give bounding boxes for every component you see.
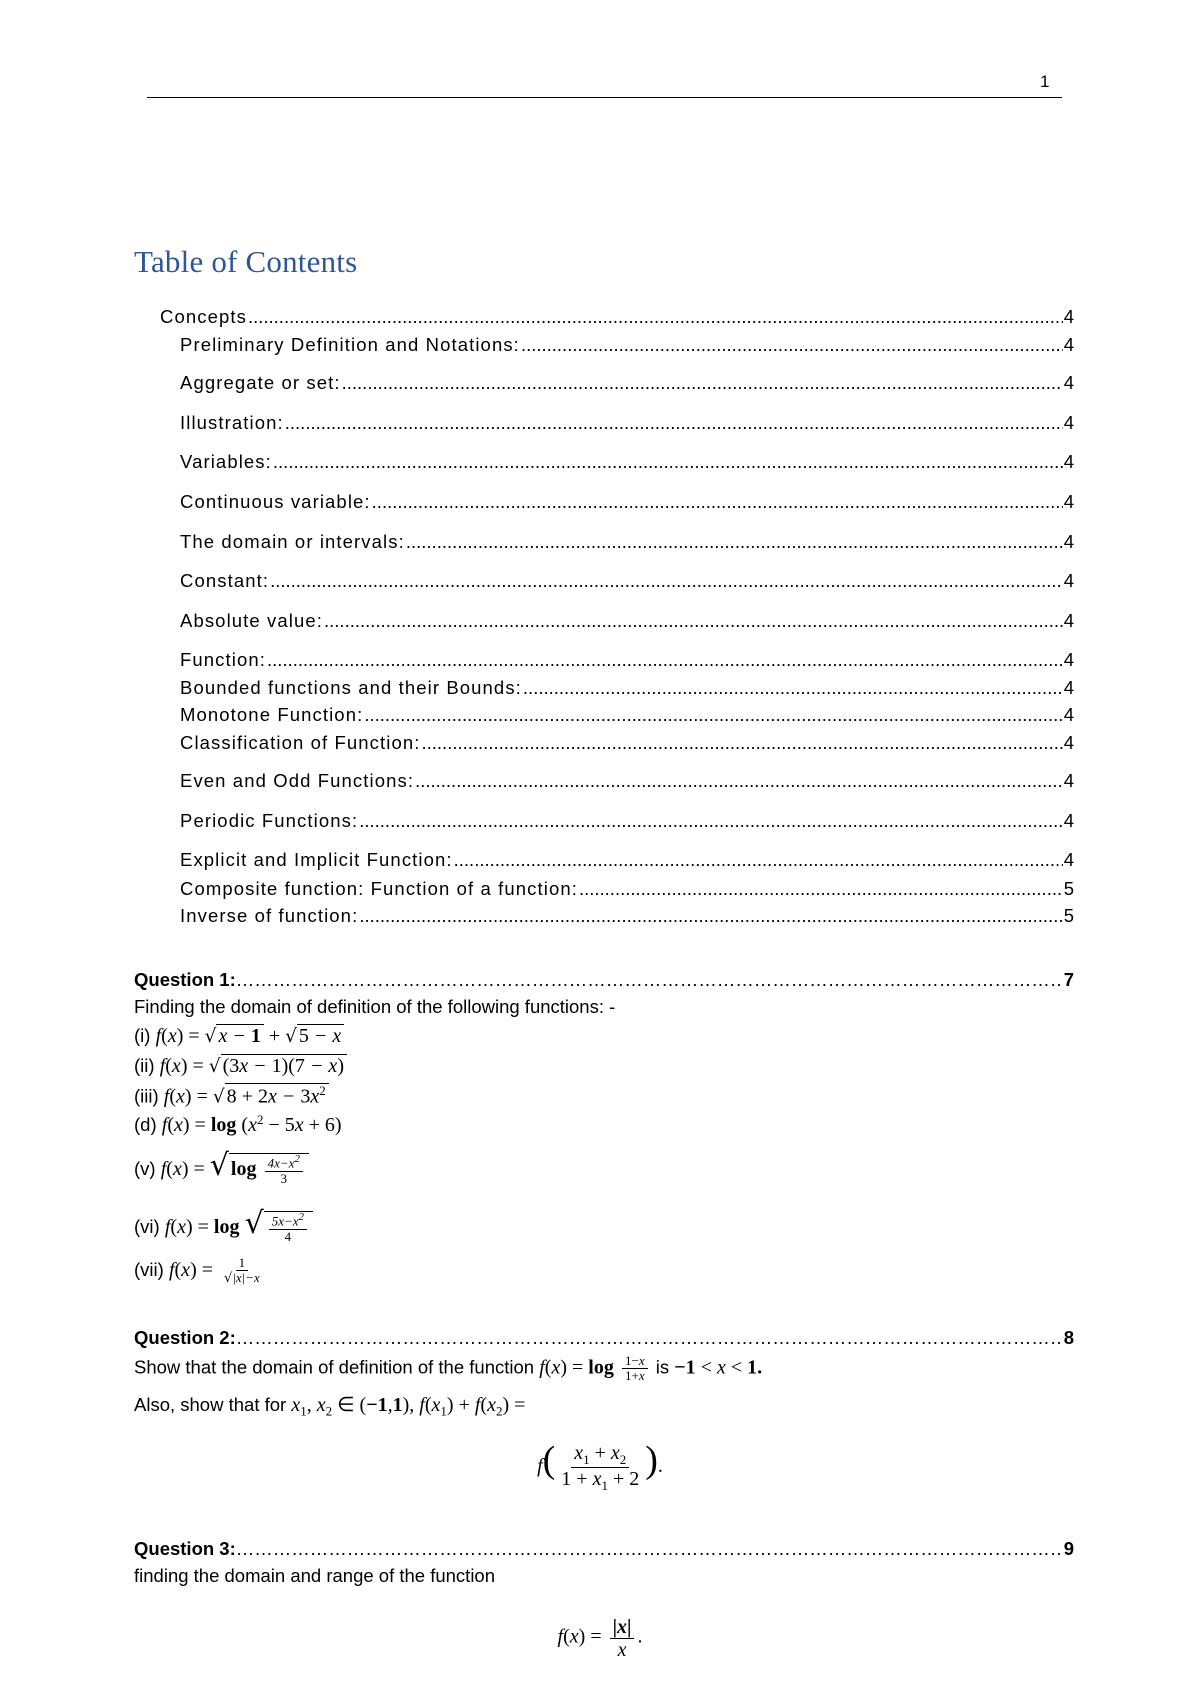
toc-entry-label: Composite function: Function of a function: [180, 878, 578, 899]
toc-entry-label: Variables: [180, 451, 272, 472]
question-page: 9 [1063, 1538, 1074, 1559]
page-number: 1 [1040, 72, 1050, 91]
question-2-heading[interactable] [134, 1327, 1074, 1349]
toc-entry-label: Absolute value: [180, 610, 324, 631]
q1-item-d: (d) $f(x) = \log (x^2 - 5x + 6)$ [134, 1112, 342, 1137]
toc-title: Table of Contents [134, 244, 358, 279]
q1-item-vi: (vi) f(x) = log √ $\frac{5x-x^2}{4}$ [134, 1206, 313, 1244]
toc-entry-label: Preliminary Definition and Notations: [180, 334, 520, 355]
toc-page: 4 [1063, 451, 1074, 472]
toc-leader [406, 531, 1063, 553]
toc-entry[interactable] [180, 570, 1074, 592]
toc-leader [364, 704, 1062, 726]
toc-entry-label: Even and Odd Functions: [180, 770, 415, 791]
toc-leader [579, 878, 1063, 900]
toc-page: 5 [1063, 905, 1074, 926]
toc-entry[interactable] [180, 770, 1074, 792]
question-3-display-equation: f(x) = $\frac{|x|}{x}$ . [557, 1616, 643, 1661]
toc-entry[interactable] [180, 810, 1074, 832]
toc-entry-label: Inverse of function: [180, 905, 359, 926]
q1-item-vii: (vii) f(x) = $\frac{1}{√|x|-x}$ [134, 1255, 260, 1287]
toc-leader [236, 1327, 1064, 1349]
toc-page: 4 [1063, 570, 1074, 591]
toc-leader [248, 306, 1063, 328]
toc-page: 4 [1063, 704, 1074, 725]
toc-page: 4 [1063, 810, 1074, 831]
question-page: 8 [1063, 1327, 1074, 1348]
toc-entry-label: The domain or intervals: [180, 531, 405, 552]
toc-entry[interactable] [180, 412, 1074, 434]
toc-leader [236, 969, 1064, 991]
toc-entry[interactable] [180, 531, 1074, 553]
toc-entry-label: Periodic Functions: [180, 810, 359, 831]
toc-entry-label: Explicit and Implicit Function: [180, 849, 453, 870]
toc-entry[interactable] [180, 451, 1074, 473]
question-3-intro: finding the domain and range of the function [134, 1565, 496, 1586]
toc-page: 4 [1063, 491, 1074, 512]
toc-page: 4 [1063, 372, 1074, 393]
toc-entry-label: Monotone Function: [180, 704, 364, 725]
toc-entry[interactable] [180, 491, 1074, 513]
toc-page: 4 [1063, 732, 1074, 753]
toc-entry[interactable] [180, 704, 1074, 726]
toc-leader [359, 905, 1062, 927]
toc-page: 4 [1063, 334, 1074, 355]
toc-entry[interactable] [180, 878, 1074, 900]
toc-leader [521, 334, 1063, 356]
question-label: Question 1: [134, 969, 236, 990]
question-1-intro: Finding the domain of definition of the following functions: - [134, 996, 616, 1017]
toc-entry[interactable] [180, 610, 1074, 632]
toc-page: 4 [1063, 306, 1074, 327]
toc-entry-concepts[interactable] [160, 306, 1074, 328]
toc-entry[interactable] [180, 334, 1074, 356]
toc-leader [523, 677, 1063, 699]
question-page: 7 [1063, 969, 1074, 990]
question-2-display-equation: f( $\frac{x_1 + x_2}{1 + x_1 + 2}$ ). [537, 1439, 663, 1494]
toc-page: 4 [1063, 412, 1074, 433]
toc-leader [236, 1538, 1064, 1560]
toc-leader [422, 732, 1063, 754]
toc-entry[interactable] [180, 849, 1074, 871]
question-label: Question 2: [134, 1327, 236, 1348]
q1-item-ii: (ii) f(x) = √ (3x − 1)(7 − x) [134, 1054, 347, 1078]
toc-entry-label: Concepts [160, 306, 247, 327]
toc-leader [267, 649, 1063, 671]
toc-page: 4 [1063, 677, 1074, 698]
toc-leader [324, 610, 1063, 632]
toc-page: 4 [1063, 770, 1074, 791]
q1-item-i: (i) f(x) = √ x − 1 + √ 5 − x [134, 1024, 344, 1048]
toc-leader [342, 372, 1063, 394]
toc-entry-label: Aggregate or set: [180, 372, 341, 393]
toc-entry[interactable] [180, 732, 1074, 754]
toc-entry-label: Illustration: [180, 412, 284, 433]
toc-entry-label: Classification of Function: [180, 732, 421, 753]
toc-leader [285, 412, 1063, 434]
toc-page: 4 [1063, 649, 1074, 670]
toc-entry[interactable] [180, 372, 1074, 394]
header-rule [147, 97, 1062, 98]
q1-item-v: (v) f(x) = √ log $\frac{4x-x^2}{3}$ [134, 1148, 309, 1186]
toc-leader [359, 810, 1062, 832]
toc-entry[interactable] [180, 649, 1074, 671]
toc-leader [270, 570, 1063, 592]
toc-leader [454, 849, 1063, 871]
toc-leader [273, 451, 1063, 473]
q1-item-iii: (iii) f(x) = √ $8 + 2x - 3x^2$ [134, 1083, 329, 1109]
toc-leader [372, 491, 1063, 513]
toc-leader [415, 770, 1063, 792]
toc-entry-label: Function: [180, 649, 266, 670]
question-3-heading[interactable] [134, 1538, 1074, 1560]
toc-entry[interactable] [180, 677, 1074, 699]
toc-page: 5 [1063, 878, 1074, 899]
toc-entry[interactable] [180, 905, 1074, 927]
toc-entry-label: Bounded functions and their Bounds: [180, 677, 522, 698]
toc-entry-label: Constant: [180, 570, 270, 591]
toc-entry-label: Continuous variable: [180, 491, 371, 512]
toc-page: 4 [1063, 610, 1074, 631]
question-2-line-1: Show that the domain of definition of the function f(x) = log $\frac{1-x}{1+x}$ is −1 < x < 1. [134, 1353, 763, 1384]
question-2-line-2: Also, show that for $x_1$, $x_2$ ∈ (−1,1), $f(x_1) + f(x_2)$ = [134, 1394, 526, 1419]
toc-page: 4 [1063, 849, 1074, 870]
toc-page: 4 [1063, 531, 1074, 552]
question-label: Question 3: [134, 1538, 236, 1559]
question-1-heading[interactable] [134, 969, 1074, 991]
